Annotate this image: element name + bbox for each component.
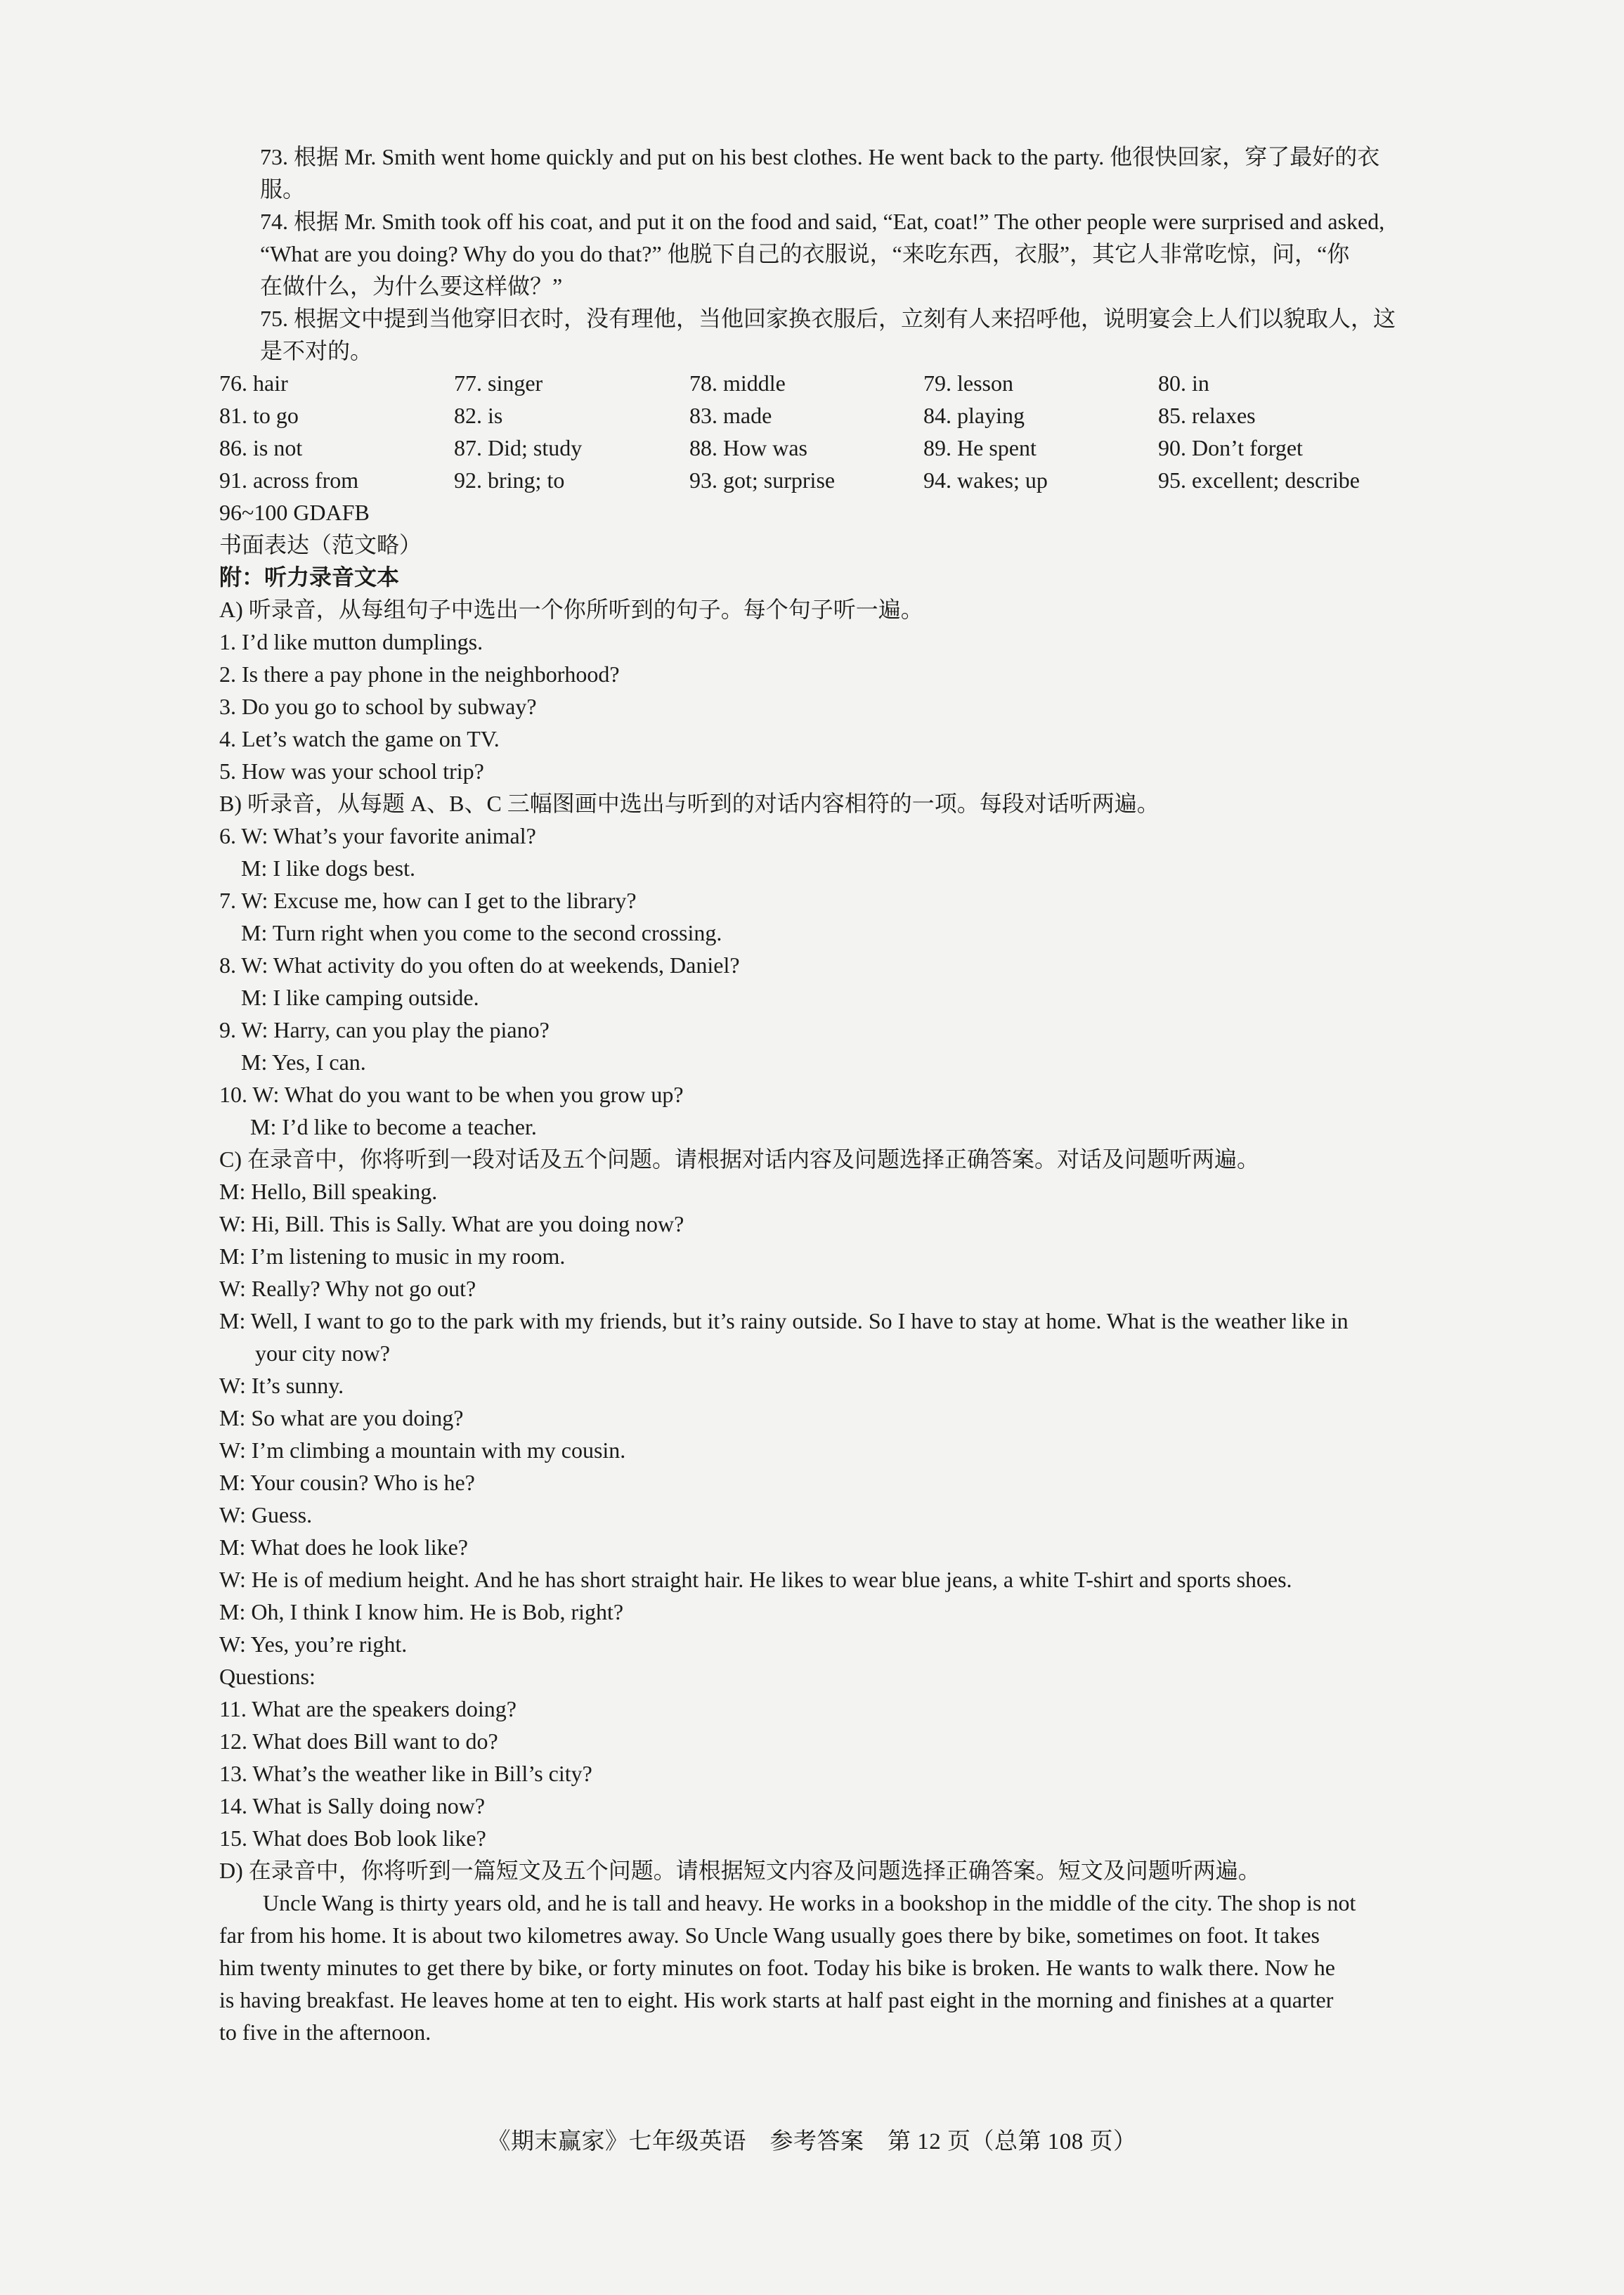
- dialogue-line: M: What does he look like?: [219, 1534, 468, 1560]
- passage-line: to five in the afternoon.: [219, 2019, 431, 2045]
- part-b-w-line: 9. W: Harry, can you play the piano?: [219, 1017, 550, 1042]
- part-a-item: 2. Is there a pay phone in the neighborhood?: [219, 661, 620, 687]
- dialogue-line: W: Really? Why not go out?: [219, 1276, 476, 1301]
- dialogue-line: W: He is of medium height. And he has short straight hair. He likes to wear blue jeans, a white T-shirt and sports shoes.: [219, 1567, 1292, 1592]
- listening-heading: 附：听力录音文本: [219, 564, 400, 590]
- part-b-w-line: 8. W: What activity do you often do at weekends, Daniel?: [219, 952, 740, 978]
- part-b-m-line: M: I like dogs best.: [241, 855, 415, 881]
- question-item: 14. What is Sally doing now?: [219, 1793, 486, 1818]
- answer-74-cont2: 在做什么，为什么要这样做？”: [260, 273, 563, 299]
- grid-answer: 78. middle: [689, 370, 786, 396]
- dialogue-line: W: Yes, you’re right.: [219, 1631, 408, 1657]
- part-c-instruction: C) 在录音中，你将听到一段对话及五个问题。请根据对话内容及问题选择正确答案。对话及问题听两遍。: [219, 1146, 1260, 1172]
- question-item: 11. What are the speakers doing?: [219, 1696, 517, 1721]
- part-a-item: 4. Let’s watch the game on TV.: [219, 726, 500, 751]
- grid-answer: 88. How was: [689, 435, 807, 460]
- part-b-m-line: M: Turn right when you come to the second crossing.: [241, 920, 722, 945]
- page-footer: 《期末赢家》七年级英语 参考答案 第 12 页（总第 108 页）: [487, 2129, 1137, 2154]
- answer-73: [219, 141, 1498, 173]
- grid-answer: 93. got; surprise: [689, 467, 836, 493]
- dialogue-line: M: Oh, I think I know him. He is Bob, right?: [219, 1599, 624, 1624]
- part-b-instruction: B) 听录音，从每题 A、B、C 三幅图画中选出与听到的对话内容相符的一项。每段对话听两遍。: [219, 791, 1159, 816]
- dialogue-line: M: I’m listening to music in my room.: [219, 1243, 566, 1269]
- answer-75: 75. 根据文中提到当他穿旧衣时，没有理他，当他回家换衣服后，立刻有人来招呼他，说明宴会上人们以貌取人，这: [260, 306, 1396, 331]
- writing-note: 书面表达（范文略）: [219, 532, 422, 557]
- part-a-item: 5. How was your school trip?: [219, 758, 484, 784]
- answer-74: 74. 根据 Mr. Smith took off his coat, and put it on the food and said, “Eat, coat!” The other people were surprised and asked,: [260, 209, 1385, 234]
- question-item: 13. What’s the weather like in Bill’s city?: [219, 1761, 592, 1786]
- grid-answer: 82. is: [454, 403, 503, 428]
- grid-answer: 94. wakes; up: [923, 467, 1048, 493]
- page-content: [219, 141, 1498, 2048]
- dialogue-line: W: I’m climbing a mountain with my cousin.: [219, 1437, 626, 1463]
- grid-answer: 81. to go: [219, 403, 299, 428]
- dialogue-line: M: So what are you doing?: [219, 1405, 464, 1430]
- dialogue-line: M: Well, I want to go to the park with my friends, but it’s rainy outside. So I have to stay at home. What is the weather like in: [219, 1308, 1349, 1333]
- passage-line: is having breakfast. He leaves home at ten to eight. His work starts at half past eight in the morning and finishes at a quarter: [219, 1987, 1334, 2012]
- part-b-w-line: 10. W: What do you want to be when you grow up?: [219, 1082, 684, 1107]
- grid-answer: 87. Did; study: [454, 435, 583, 460]
- part-a-instruction: A) 听录音，从每组句子中选出一个你所听到的句子。每个句子听一遍。: [219, 597, 923, 622]
- grid-answer: 86. is not: [219, 435, 303, 460]
- grid-answer: 95. excellent; describe: [1158, 467, 1360, 493]
- grid-answer: 85. relaxes: [1158, 403, 1256, 428]
- part-b-m-line: M: I like camping outside.: [241, 985, 479, 1010]
- question-item: 12. What does Bill want to do?: [219, 1728, 498, 1754]
- part-b-w-line: 7. W: Excuse me, how can I get to the library?: [219, 888, 637, 913]
- part-b-w-line: 6. W: What’s your favorite animal?: [219, 823, 536, 848]
- passage-line: far from his home. It is about two kilometres away. So Uncle Wang usually goes there by bike, sometimes on foot. It takes: [219, 1922, 1320, 1948]
- grid-answer: 79. lesson: [923, 370, 1013, 396]
- grid-answer: 77. singer: [454, 370, 543, 396]
- grid-answer: 83. made: [689, 403, 772, 428]
- dialogue-line: M: Hello, Bill speaking.: [219, 1179, 438, 1204]
- dialogue-line-cont: your city now?: [255, 1340, 390, 1366]
- dialogue-line: M: Your cousin? Who is he?: [219, 1470, 475, 1495]
- grid-answer: 89. He spent: [923, 435, 1037, 460]
- answer-grid: [219, 367, 1498, 496]
- part-a-item: 3. Do you go to school by subway?: [219, 694, 537, 719]
- questions-label: Questions:: [219, 1664, 316, 1689]
- part-b-m-line: M: I’d like to become a teacher.: [250, 1114, 537, 1139]
- dialogue-line: W: Hi, Bill. This is Sally. What are you doing now?: [219, 1211, 684, 1236]
- part-d-instruction: D) 在录音中，你将听到一篇短文及五个问题。请根据短文内容及问题选择正确答案。短文及问题听两遍。: [219, 1858, 1261, 1883]
- dialogue-line: W: It’s sunny.: [219, 1373, 344, 1398]
- passage-line: him twenty minutes to get there by bike, or forty minutes on foot. Today his bike is broken. He wants to walk there. Now he: [219, 1955, 1335, 1980]
- part-b-m-line: M: Yes, I can.: [241, 1049, 366, 1075]
- grid-answer: 76. hair: [219, 370, 288, 396]
- grid-answer: 92. bring; to: [454, 467, 565, 493]
- grid-answer: 80. in: [1158, 370, 1209, 396]
- grid-answer: 91. across from: [219, 467, 359, 493]
- passage-line: Uncle Wang is thirty years old, and he is tall and heavy. He works in a bookshop in the middle of the city. The shop is not: [263, 1890, 1356, 1915]
- answer-96-100: 96~100 GDAFB: [219, 500, 370, 525]
- dialogue-line: W: Guess.: [219, 1502, 313, 1527]
- grid-answer: 84. playing: [923, 403, 1025, 428]
- grid-answer: 90. Don’t forget: [1158, 435, 1303, 460]
- answer-73-cont: 服。: [260, 176, 306, 202]
- question-item: 15. What does Bob look like?: [219, 1825, 486, 1851]
- answer-74-cont: “What are you doing? Why do you do that?” 他脱下自己的衣服说，“来吃东西，衣服”，其它人非常吃惊，问，“你: [260, 241, 1350, 266]
- answer-75-cont: 是不对的。: [260, 338, 373, 363]
- part-a-item: 1. I’d like mutton dumplings.: [219, 629, 483, 654]
- answer-73-text: 73. 根据 Mr. Smith went home quickly and put on his best clothes. He went back to the party. 他很快回家，穿了最好的衣: [260, 144, 1380, 169]
